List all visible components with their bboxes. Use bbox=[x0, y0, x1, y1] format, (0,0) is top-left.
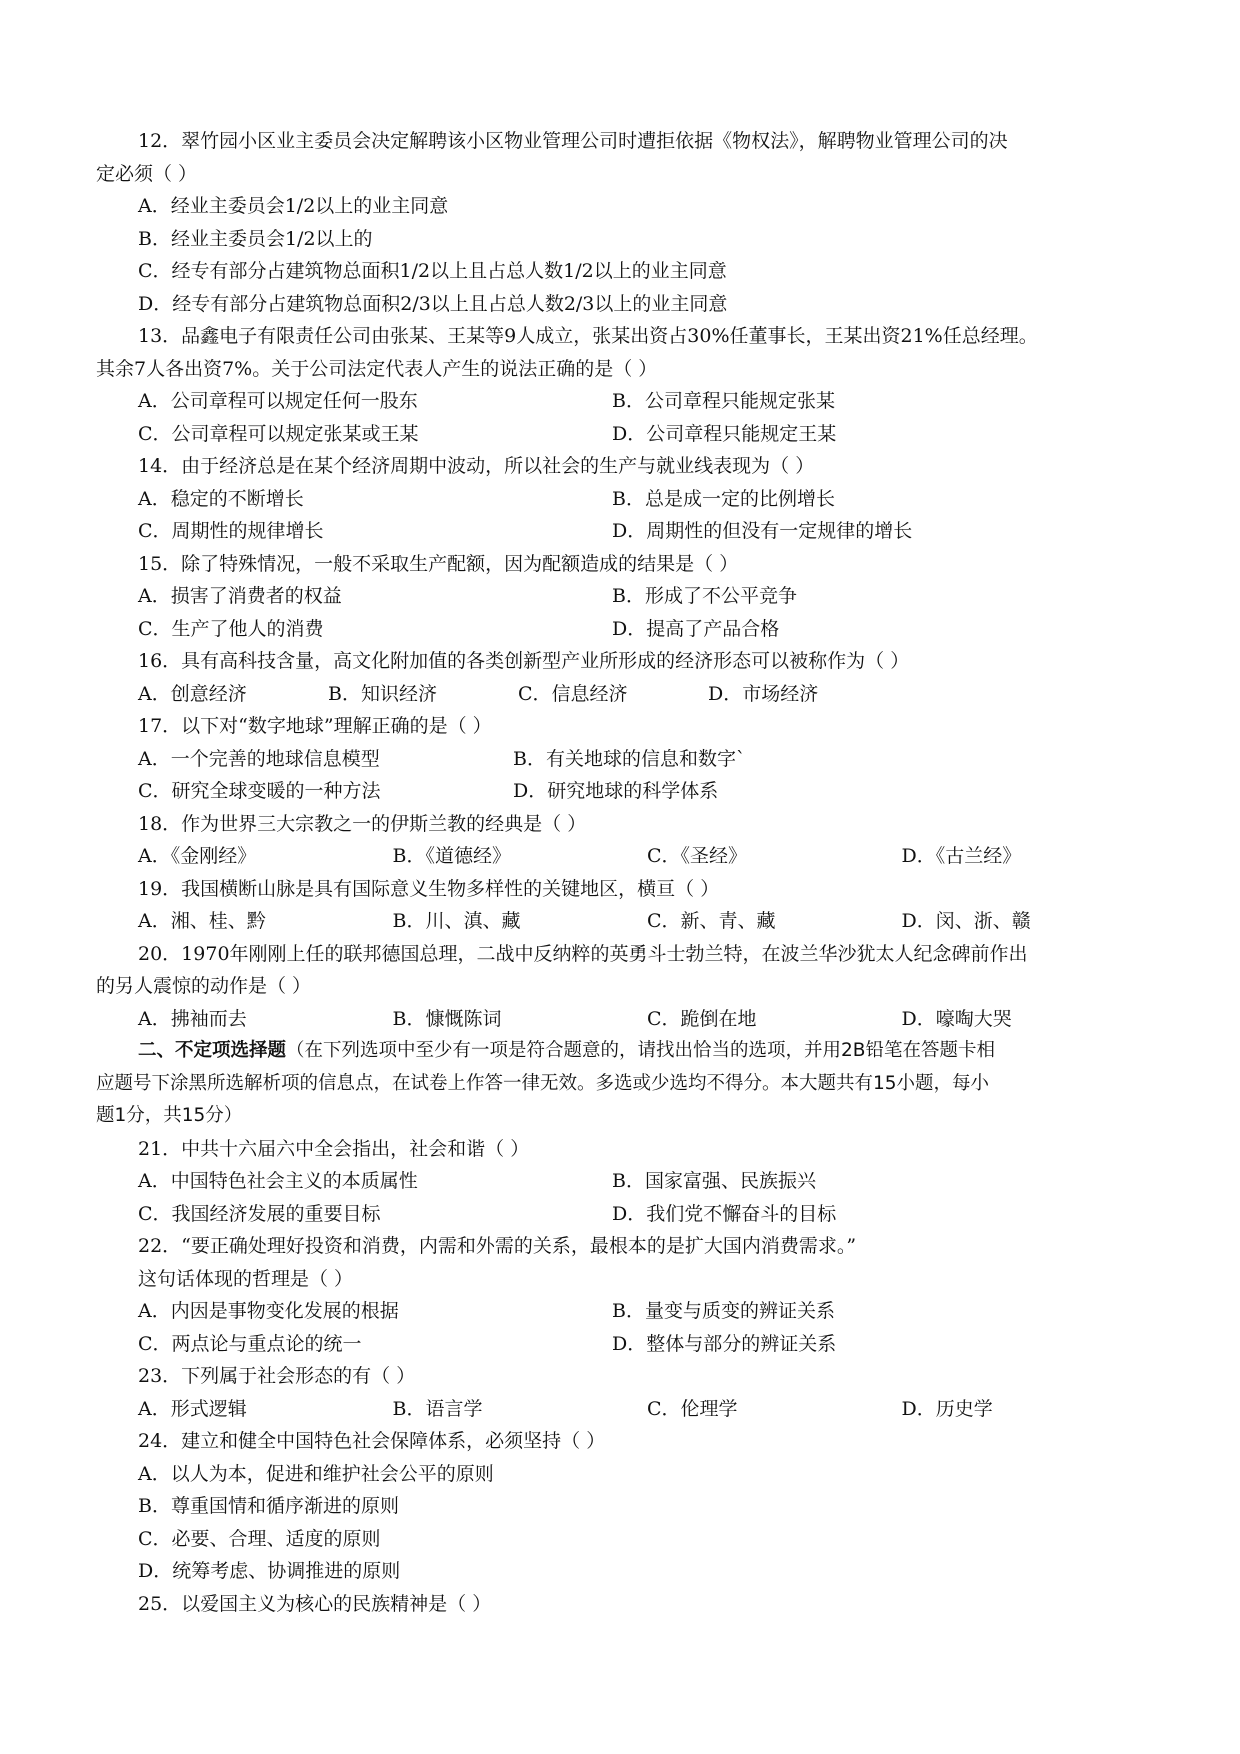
question-18-option-b: B．《道德经》 bbox=[392, 845, 511, 867]
question-13-option-c: C．公司章程可以规定张某或王某 bbox=[138, 422, 419, 445]
question-17-stem: 17．以下对“数字地球”理解正确的是（ ） bbox=[138, 715, 492, 737]
question-18-option-c: C．《圣经》 bbox=[647, 845, 748, 867]
question-17-option-b: B．有关地球的信息和数字` bbox=[513, 747, 746, 770]
question-24-option-d: D．统筹考虑、协调推进的原则 bbox=[138, 1560, 401, 1582]
question-22-option-c: C．两点论与重点论的统一 bbox=[138, 1332, 362, 1355]
question-19-option-c: C．新、青、藏 bbox=[647, 910, 776, 932]
question-21-stem: 21．中共十六届六中全会指出，社会和谐（ ） bbox=[138, 1137, 530, 1160]
question-21-option-d: D．我们党不懈奋斗的目标 bbox=[612, 1202, 837, 1225]
question-17-options-row1 bbox=[96, 743, 1156, 776]
section-2-line1: （在下列选项中至少有一项是符合题意的，请找出恰当的选项，并用2B铅笔在答题卡相 bbox=[286, 1040, 995, 1061]
question-14-options-row2 bbox=[96, 515, 1156, 548]
question-22-option-a: A．内因是事物变化发展的根据 bbox=[138, 1300, 399, 1322]
question-20-stem-line2: 的另人震惊的动作是（ ） bbox=[96, 975, 312, 997]
question-24-option-b: B．尊重国情和循序渐进的原则 bbox=[138, 1495, 399, 1517]
section-2-line3: 题1分，共15分） bbox=[96, 1105, 243, 1126]
question-14-option-a: A．稳定的不断增长 bbox=[138, 487, 304, 510]
question-15-option-a: A．损害了消费者的权益 bbox=[138, 585, 342, 607]
question-16-option-d: D．市场经济 bbox=[708, 682, 819, 705]
question-16-option-b: B．知识经济 bbox=[328, 682, 437, 705]
question-20-option-a: A．拂袖而去 bbox=[138, 1007, 247, 1030]
question-20-option-b: B．慷慨陈词 bbox=[392, 1007, 502, 1030]
question-22-stem-line1: 22．“要正确处理好投资和消费，内需和外需的关系，最根本的是扩大国内消费需求。” bbox=[138, 1235, 857, 1257]
question-14-options-row1 bbox=[96, 483, 1156, 516]
question-18-option-a: A．《金刚经》 bbox=[138, 845, 257, 867]
section-2-title: 二、不定项选择题 bbox=[138, 1040, 287, 1061]
question-12-option-c: C．经专有部分占建筑物总面积1/2以上且占总人数1/2以上的业主同意 bbox=[138, 260, 727, 282]
question-16-options-row bbox=[96, 678, 1156, 711]
question-16-option-c: C．信息经济 bbox=[518, 682, 628, 705]
section-2-line2: 应题号下涂黑所选解析项的信息点，在试卷上作答一律无效。多选或少选均不得分。本大题共有15小题，每小 bbox=[96, 1072, 990, 1094]
question-19-stem: 19．我国横断山脉是具有国际意义生物多样性的关键地区，横亘（ ） bbox=[138, 877, 720, 900]
question-19-option-d: D．闵、浙、赣 bbox=[901, 910, 1031, 932]
exam-page bbox=[96, 125, 1156, 1620]
question-21-options-row2 bbox=[96, 1198, 1156, 1231]
question-23-option-a: A．形式逻辑 bbox=[138, 1397, 247, 1420]
question-17-option-c: C．研究全球变暖的一种方法 bbox=[138, 780, 381, 802]
question-20-stem-line1: 20．1970年刚刚上任的联邦德国总理，二战中反纳粹的英勇斗士勃兰特，在波兰华沙犹太人纪念碑前作出 bbox=[138, 942, 1028, 965]
question-24-option-c: C．必要、合理、适度的原则 bbox=[138, 1527, 381, 1550]
question-20-option-c: C．跪倒在地 bbox=[647, 1007, 757, 1030]
question-20-option-d: D．嚎啕大哭 bbox=[901, 1007, 1012, 1030]
question-21-options-row1 bbox=[96, 1165, 1156, 1198]
question-13-option-d: D．公司章程只能规定王某 bbox=[612, 422, 837, 445]
question-23-stem: 23．下列属于社会形态的有（ ） bbox=[138, 1365, 416, 1387]
question-23-options-row bbox=[96, 1393, 1156, 1426]
question-23-option-d: D．历史学 bbox=[901, 1397, 993, 1420]
question-22-option-b: B．量变与质变的辨证关系 bbox=[612, 1300, 835, 1322]
question-24-option-a: A．以人为本，促进和维护社会公平的原则 bbox=[138, 1462, 494, 1485]
question-21-option-c: C．我国经济发展的重要目标 bbox=[138, 1202, 381, 1225]
question-13-options-row1 bbox=[96, 385, 1156, 418]
question-14-option-c: C．周期性的规律增长 bbox=[138, 520, 324, 542]
question-15-option-b: B．形成了不公平竞争 bbox=[612, 585, 797, 607]
question-17-option-a: A．一个完善的地球信息模型 bbox=[138, 747, 380, 770]
question-15-stem: 15．除了特殊情况，一般不采取生产配额，因为配额造成的结果是（ ） bbox=[138, 552, 739, 575]
question-12-option-d: D．经专有部分占建筑物总面积2/3以上且占总人数2/3以上的业主同意 bbox=[138, 292, 728, 315]
question-12-option-a: A．经业主委员会1/2以上的业主同意 bbox=[138, 195, 449, 217]
question-18-stem: 18．作为世界三大宗教之一的伊斯兰教的经典是（ ） bbox=[138, 812, 587, 835]
question-22-options-row2 bbox=[96, 1328, 1156, 1361]
question-19-option-b: B．川、滇、藏 bbox=[392, 910, 521, 932]
question-14-option-b: B．总是成一定的比例增长 bbox=[612, 487, 835, 510]
question-21-option-a: A．中国特色社会主义的本质属性 bbox=[138, 1170, 418, 1192]
question-13-option-b: B．公司章程只能规定张某 bbox=[612, 390, 835, 412]
question-19-option-a: A．湘、桂、黔 bbox=[138, 910, 266, 932]
question-21-option-b: B．国家富强、民族振兴 bbox=[612, 1170, 816, 1192]
question-12-stem-line2: 定必须（ ） bbox=[96, 162, 198, 185]
question-15-options-row1 bbox=[96, 580, 1156, 613]
question-22-options-row1 bbox=[96, 1295, 1156, 1328]
question-15-options-row2 bbox=[96, 613, 1156, 646]
question-13-stem-line2: 其余7人各出资7%。关于公司法定代表人产生的说法正确的是（ ） bbox=[96, 357, 658, 380]
section-2-instructions bbox=[96, 1035, 1156, 1068]
question-16-option-a: A．创意经济 bbox=[138, 682, 247, 705]
question-14-stem: 14．由于经济总是在某个经济周期中波动，所以社会的生产与就业线表现为（ ） bbox=[138, 455, 815, 477]
question-18-option-d: D．《古兰经》 bbox=[901, 845, 1022, 867]
question-13-option-a: A．公司章程可以规定任何一股东 bbox=[138, 390, 418, 412]
question-23-option-b: B．语言学 bbox=[392, 1397, 483, 1420]
question-24-stem: 24．建立和健全中国特色社会保障体系，必须坚持（ ） bbox=[138, 1430, 606, 1452]
question-19-options-row bbox=[96, 905, 1156, 938]
question-17-options-row2 bbox=[96, 775, 1156, 808]
question-15-option-d: D．提高了产品合格 bbox=[612, 617, 780, 640]
question-12-option-b: B．经业主委员会1/2以上的 bbox=[138, 227, 373, 250]
question-15-option-c: C．生产了他人的消费 bbox=[138, 617, 324, 640]
question-22-stem-line2: 这句话体现的哲理是（ ） bbox=[138, 1267, 354, 1290]
question-13-options-row2 bbox=[96, 418, 1156, 451]
question-20-options-row bbox=[96, 1003, 1156, 1036]
question-22-option-d: D．整体与部分的辨证关系 bbox=[612, 1332, 837, 1355]
question-14-option-d: D．周期性的但没有一定规律的增长 bbox=[612, 520, 913, 542]
question-17-option-d: D．研究地球的科学体系 bbox=[513, 780, 719, 802]
question-12-stem-line1: 12．翠竹园小区业主委员会决定解聘该小区物业管理公司时遭拒依据《物权法》，解聘物业管理公司的决 bbox=[138, 130, 1008, 152]
question-23-option-c: C．伦理学 bbox=[647, 1397, 738, 1420]
question-25-stem: 25．以爱国主义为核心的民族精神是（ ） bbox=[138, 1592, 492, 1615]
question-13-stem-line1: 13．品鑫电子有限责任公司由张某、王某等9人成立，张某出资占30%任董事长，王某出资21%任总经理。 bbox=[138, 325, 1038, 347]
question-16-stem: 16．具有高科技含量，高文化附加值的各类创新型产业所形成的经济形态可以被称作为（ ） bbox=[138, 650, 910, 672]
question-18-options-row bbox=[96, 840, 1156, 873]
